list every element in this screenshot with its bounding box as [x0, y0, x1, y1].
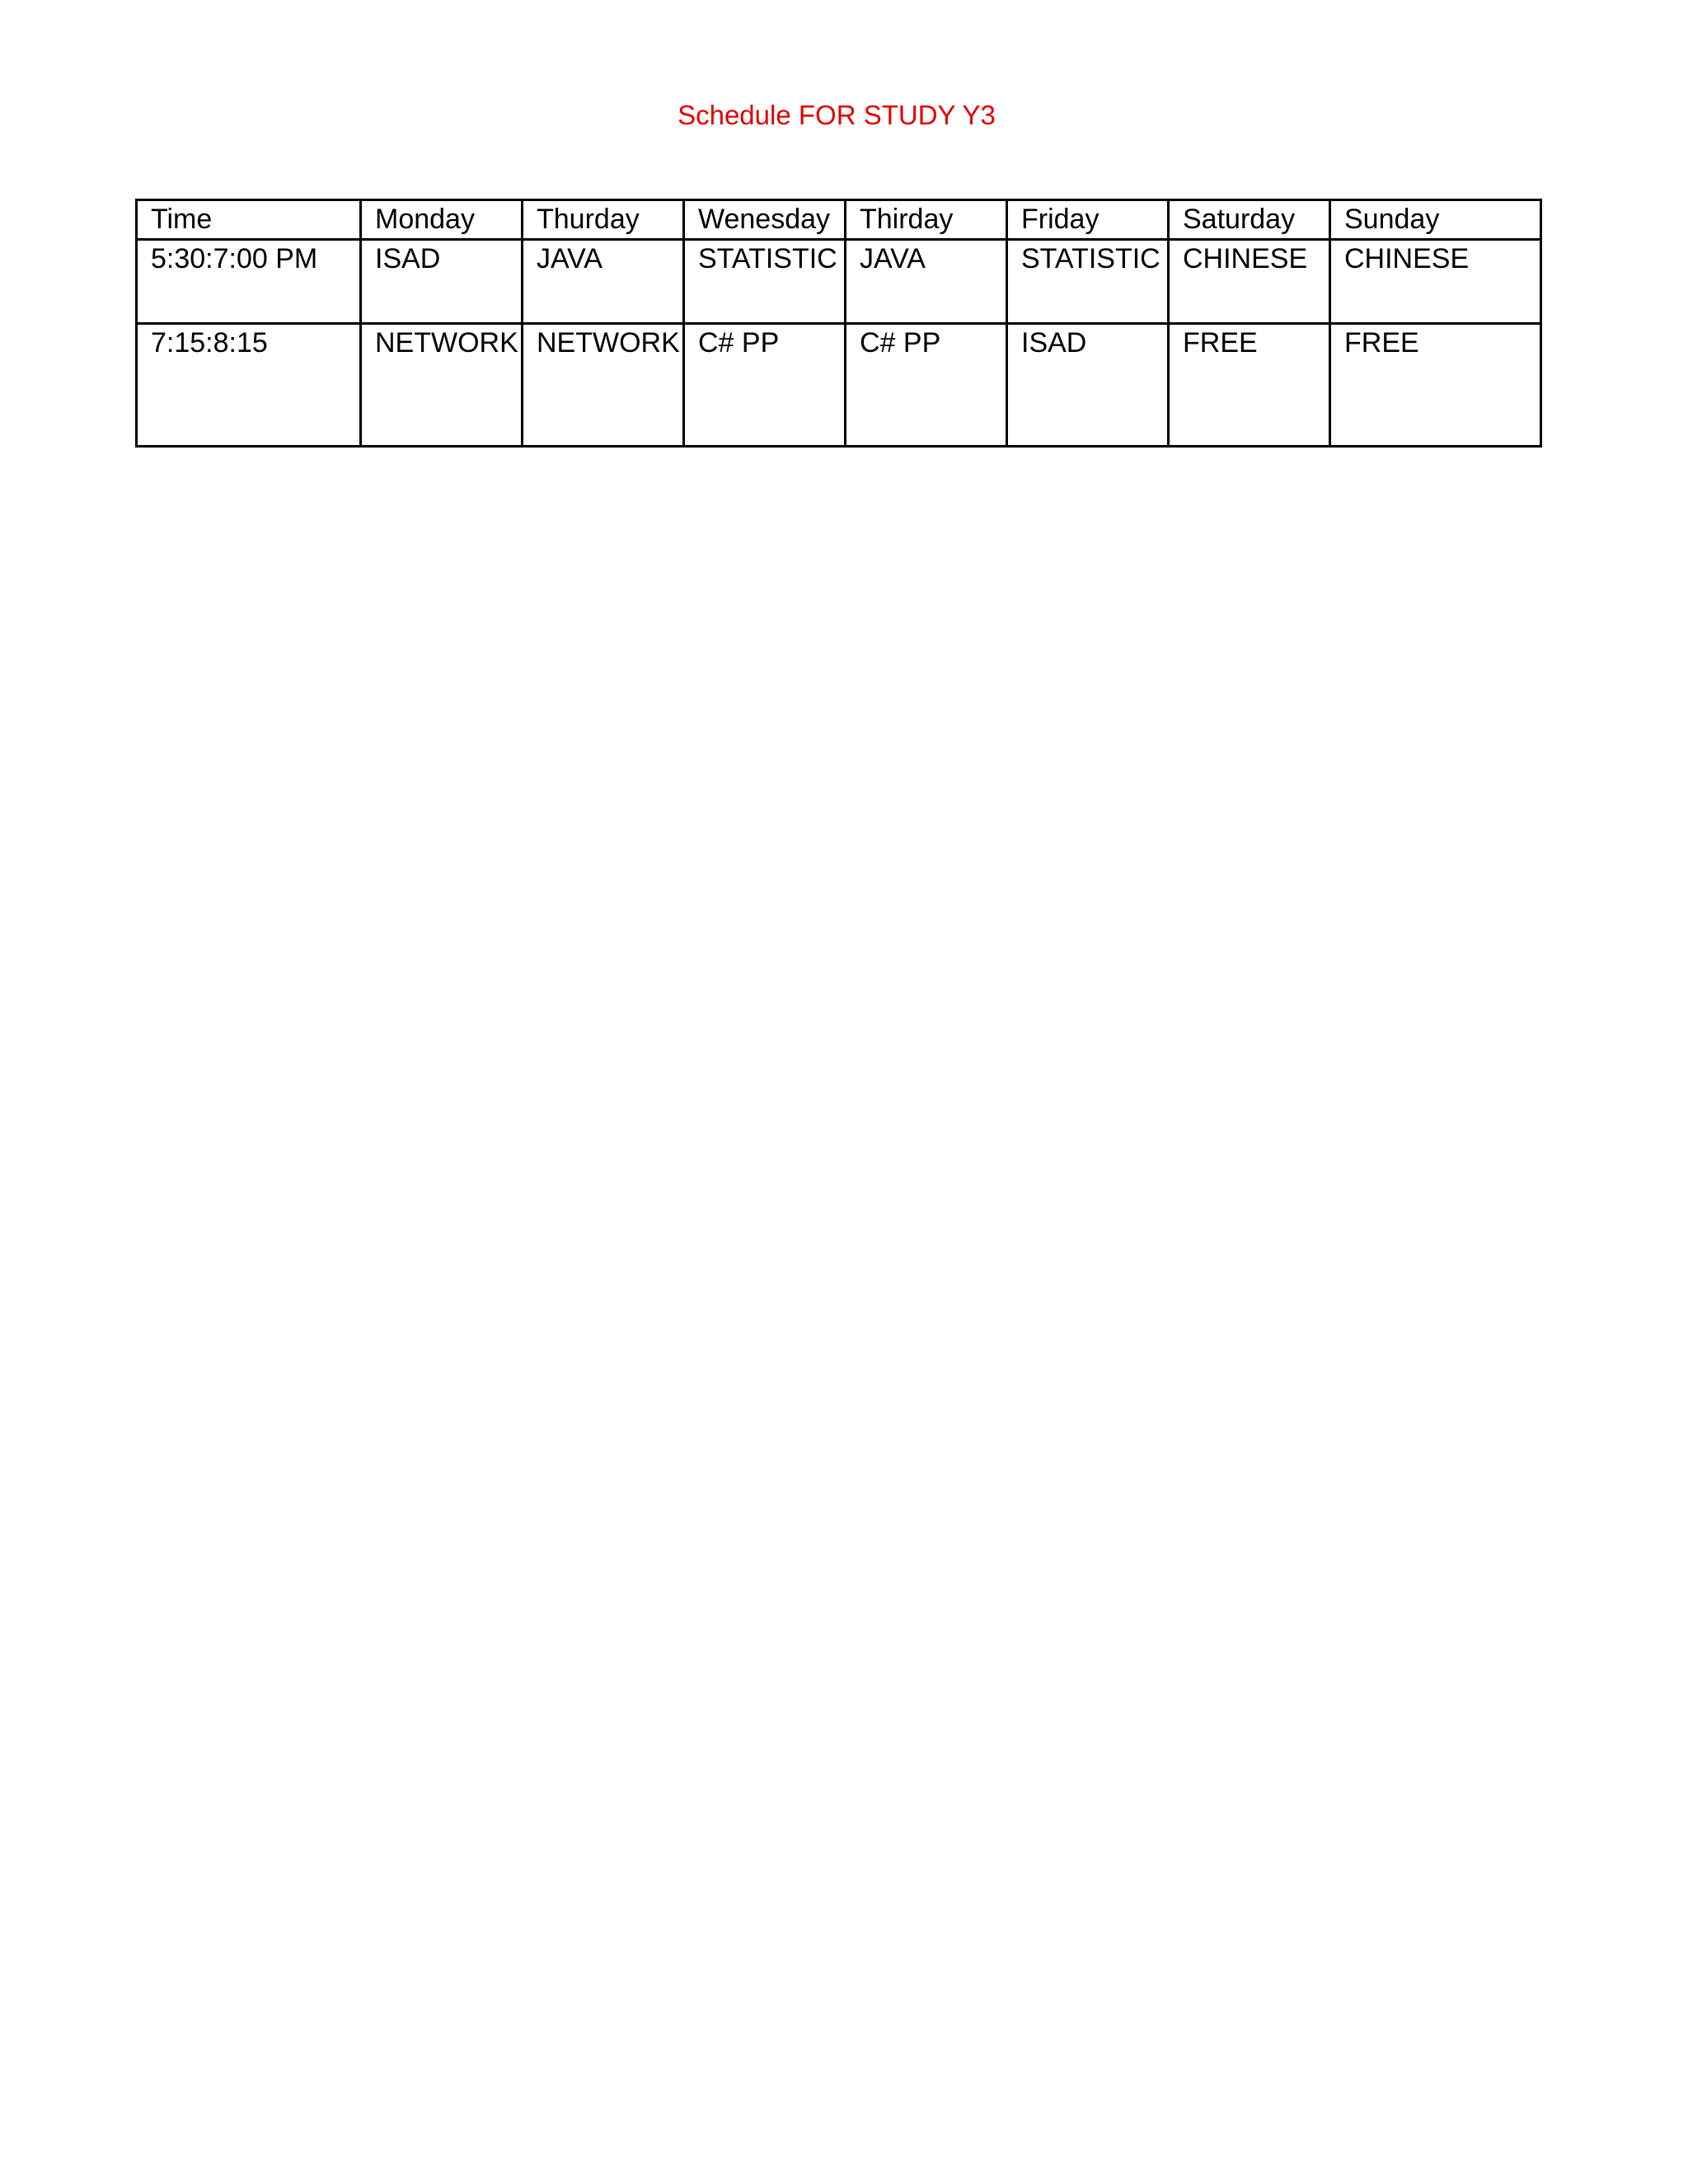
table-row [137, 240, 1541, 324]
table-cell: FREE [1330, 324, 1541, 447]
table-cell: CHINESE [1330, 240, 1541, 324]
table-cell: STATISTIC [1007, 240, 1169, 324]
header-cell-sunday: Sunday [1330, 200, 1541, 240]
header-cell-monday: Monday [361, 200, 523, 240]
time-cell: 7:15:8:15 [137, 324, 361, 447]
table-cell: CHINESE [1169, 240, 1330, 324]
header-cell-wenesday: Wenesday [684, 200, 846, 240]
table-cell: FREE [1169, 324, 1330, 447]
table-cell: JAVA [846, 240, 1007, 324]
table-cell: NETWORK [523, 324, 684, 447]
header-cell-friday: Friday [1007, 200, 1169, 240]
table-cell: STATISTIC [684, 240, 846, 324]
table-row [137, 324, 1541, 447]
page-title: Schedule FOR STUDY Y3 [678, 100, 996, 130]
schedule-table [135, 199, 1542, 448]
table-cell: C# PP [684, 324, 846, 447]
time-cell: 5:30:7:00 PM [137, 240, 361, 324]
table-header-row [137, 200, 1541, 240]
header-cell-thurday: Thurday [523, 200, 684, 240]
header-cell-thirday: Thirday [846, 200, 1007, 240]
table-cell: ISAD [361, 240, 523, 324]
table-cell: C# PP [846, 324, 1007, 447]
header-cell-saturday: Saturday [1169, 200, 1330, 240]
table-cell: NETWORK [361, 324, 523, 447]
header-cell-time: Time [137, 200, 361, 240]
table-cell: JAVA [523, 240, 684, 324]
table-cell: ISAD [1007, 324, 1169, 447]
